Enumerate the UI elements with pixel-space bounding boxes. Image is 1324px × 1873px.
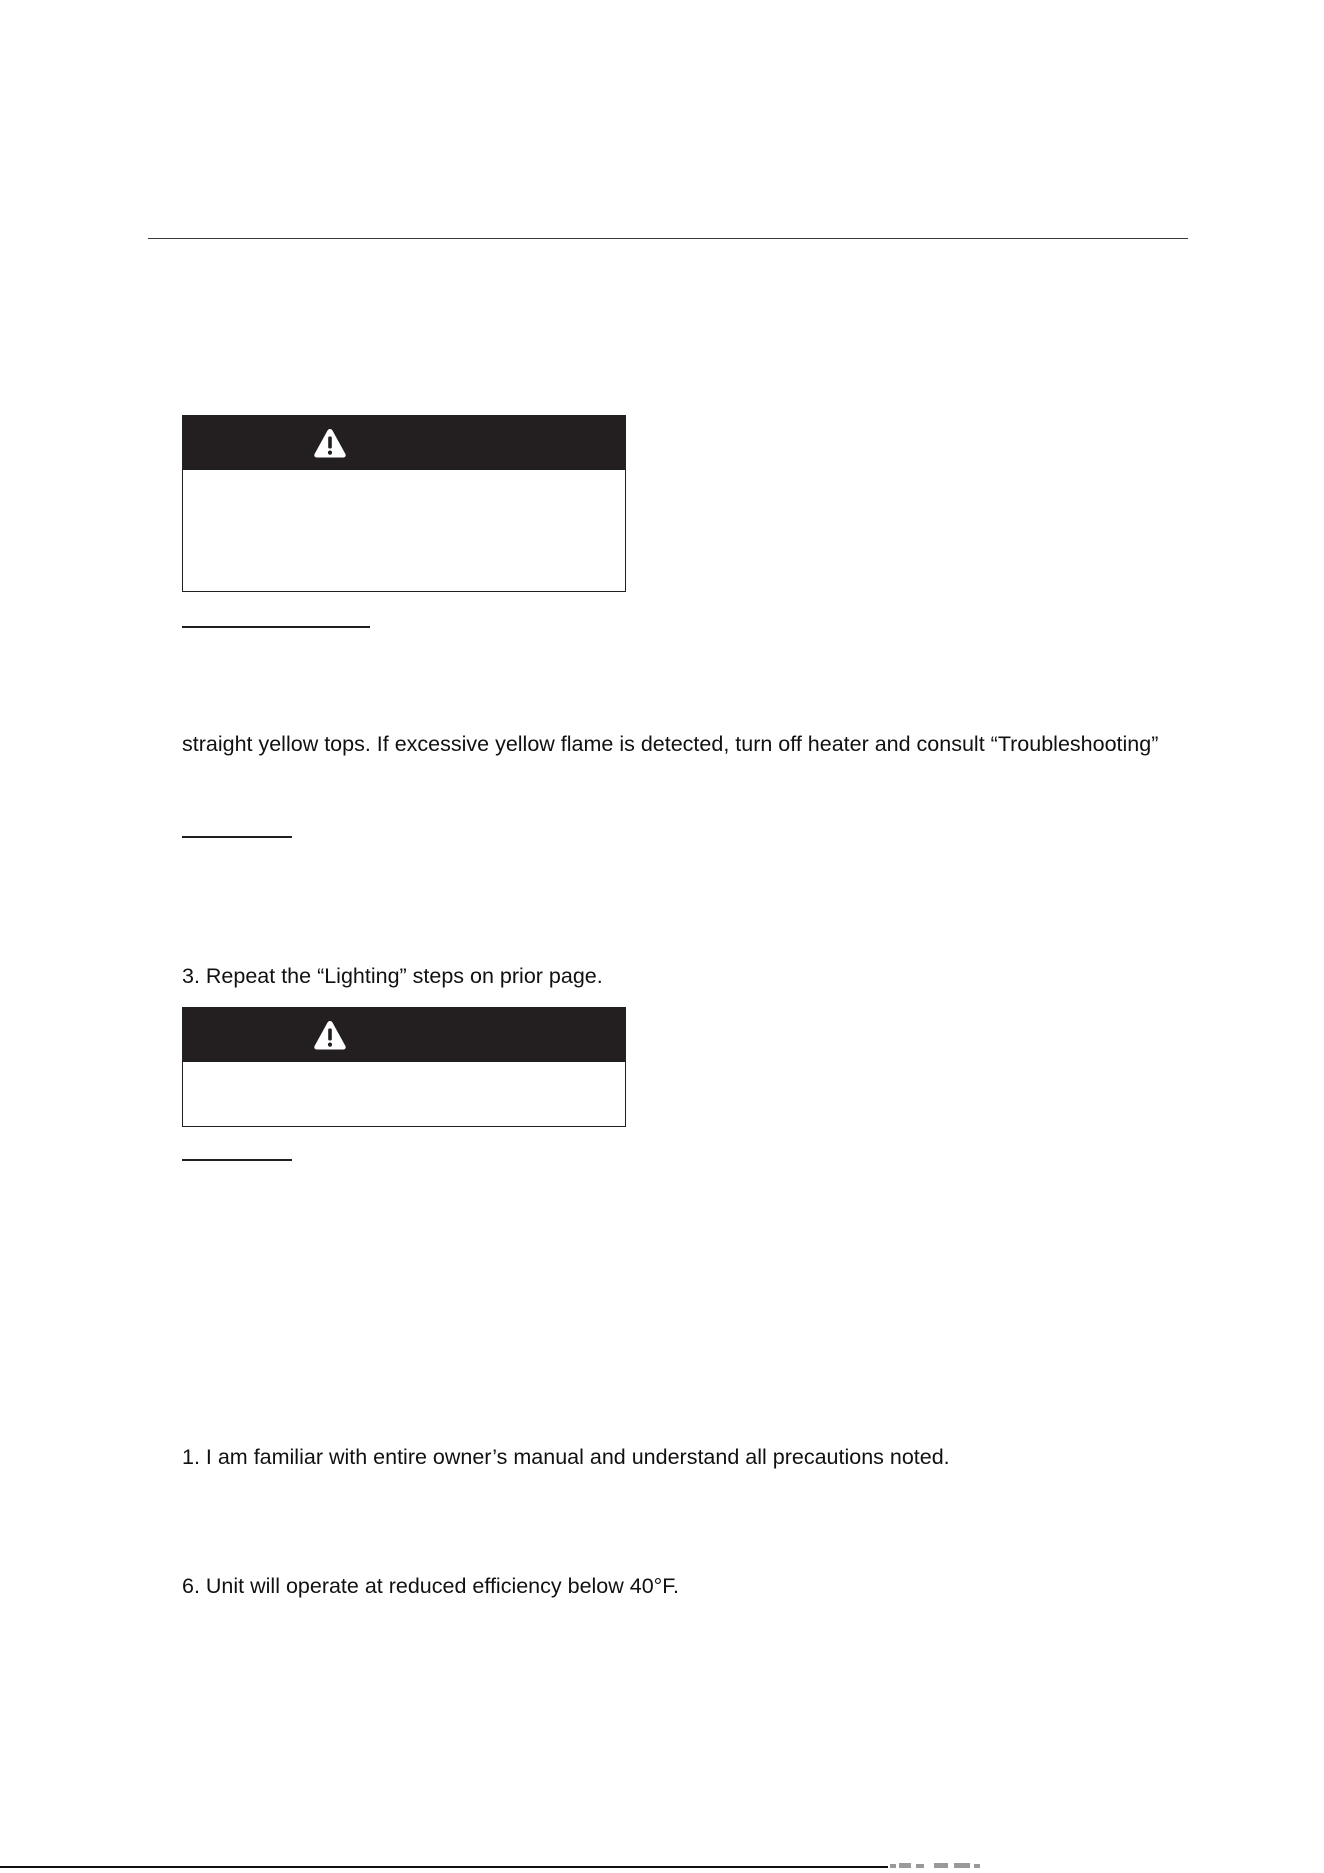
footer-illegible-fragment [890, 1861, 1010, 1873]
footer-rule [0, 1866, 888, 1868]
section-heading-underline-1 [182, 626, 370, 628]
checklist-item-reduced-efficiency: 6. Unit will operate at reduced efficiency below 40°F. [182, 1574, 679, 1598]
section-heading-underline-3 [182, 1159, 292, 1161]
warning-triangle-icon [313, 1019, 347, 1051]
warning-triangle-icon [313, 427, 347, 459]
warning-header-bar [183, 416, 625, 470]
header-rule [148, 238, 1188, 239]
section-heading-underline-2 [182, 836, 292, 838]
warning-box-1 [182, 415, 626, 592]
yellow-flame-text: straight yellow tops. If excessive yellow flame is detected, turn off heater and consult “Troubleshooting” [182, 732, 1159, 756]
warning-box-2 [182, 1007, 626, 1127]
repeat-lighting-step: 3. Repeat the “Lighting” steps on prior page. [182, 964, 603, 988]
warning-header-bar [183, 1008, 625, 1062]
checklist-item-familiar-manual: 1. I am familiar with entire owner’s manual and understand all precautions noted. [182, 1445, 950, 1469]
